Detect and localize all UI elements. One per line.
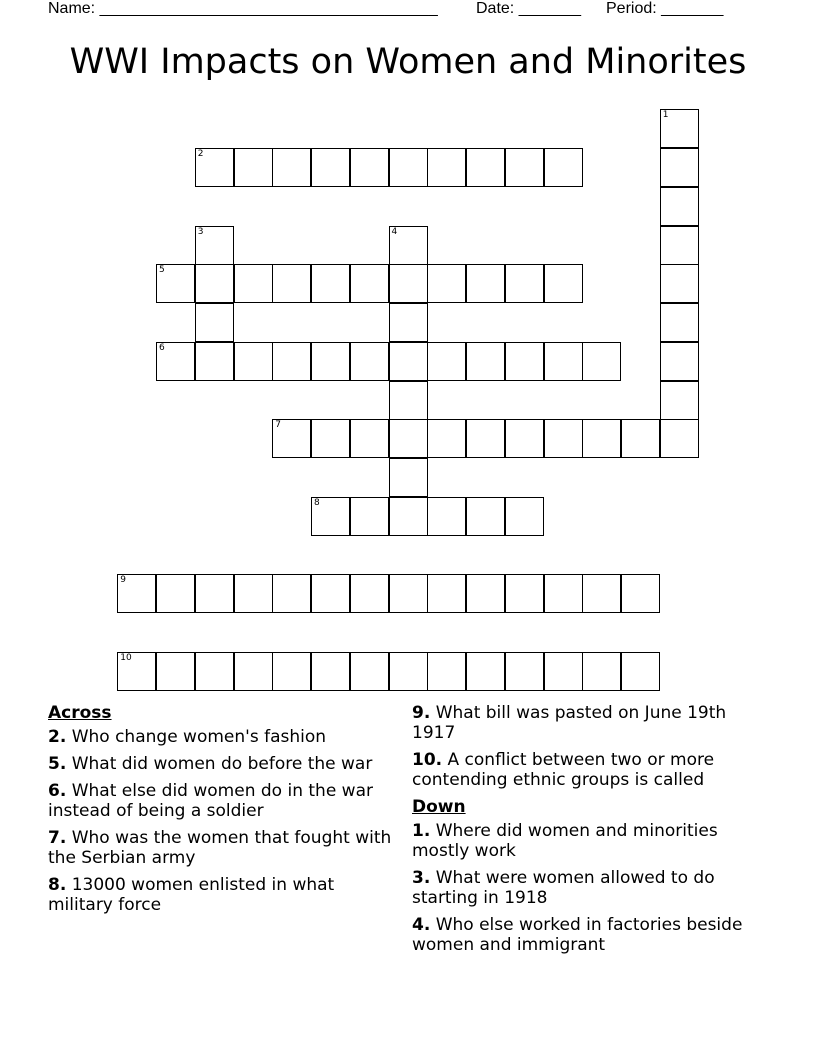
grid-cell[interactable] [505,419,544,458]
grid-cell[interactable] [272,574,311,613]
grid-cell[interactable] [660,381,699,420]
grid-cell[interactable] [272,148,311,187]
grid-cell[interactable] [389,148,428,187]
across-heading: Across [48,703,112,723]
clue-item [48,781,393,821]
clue-item-text: What else did women do in the war instead of being a soldier [48,781,373,821]
grid-cell[interactable] [389,381,428,420]
clues-left-column [48,703,393,922]
grid-cell[interactable] [660,303,699,342]
grid-cell[interactable] [350,264,389,303]
grid-cell[interactable] [660,226,699,265]
grid-cell[interactable] [311,342,350,381]
clue-number: 5 [159,265,165,276]
clue-item-number: 6. [48,781,67,801]
grid-cell[interactable] [311,652,350,691]
grid-cell[interactable] [582,342,621,381]
clue-number: 1 [662,110,669,121]
grid-cell[interactable] [389,652,428,691]
grid-cell[interactable] [544,148,583,187]
clue-item [48,754,393,774]
clue-number: 9 [120,575,126,586]
clue-number: 3 [197,226,204,237]
clue-item [48,727,393,747]
grid-cell[interactable] [350,419,389,458]
clue-number: 7 [275,420,281,431]
grid-cell[interactable] [621,652,660,691]
grid-cell[interactable] [505,264,544,303]
clue-item-number: 5. [48,754,67,774]
clue-number: 4 [391,226,398,237]
grid-cell[interactable] [427,419,466,458]
grid-cell[interactable] [156,574,195,613]
grid-cell[interactable] [582,574,621,613]
clue-item-number: 2. [48,727,67,747]
grid-cell[interactable] [156,264,195,303]
grid-cell[interactable] [156,342,195,381]
grid-cell[interactable] [466,264,505,303]
grid-cell[interactable] [195,303,234,342]
grid-cell[interactable] [350,497,389,536]
clue-item-number: 9. [412,703,431,723]
clue-number: 6 [159,342,165,353]
clue-item-text: Who else worked in factories beside women and immigrant [412,915,743,955]
grid-cell[interactable] [389,458,428,497]
grid-cell[interactable] [195,148,234,187]
grid-cell[interactable] [660,109,699,148]
down-heading: Down [412,797,466,817]
name-field[interactable]: Name: ______________________________________ [48,0,438,17]
grid-cell[interactable] [389,264,428,303]
grid-cell[interactable] [350,148,389,187]
grid-cell[interactable] [234,342,273,381]
grid-cell[interactable] [272,342,311,381]
grid-cell[interactable] [660,342,699,381]
grid-cell[interactable] [311,419,350,458]
grid-cell[interactable] [272,419,311,458]
grid-cell[interactable] [505,652,544,691]
clue-item-text: Who change women's fashion [66,727,327,747]
clues-right-column [412,703,757,962]
period-field[interactable]: Period: _______ [606,0,724,17]
grid-cell[interactable] [466,497,505,536]
across-clue-list [48,727,393,915]
clue-item [48,875,393,915]
grid-cell[interactable] [544,419,583,458]
grid-cell[interactable] [544,342,583,381]
clue-item-text: What did women do before the war [66,754,373,774]
clue-item-number: 8. [48,875,67,895]
grid-cell[interactable] [350,574,389,613]
clue-item-number: 4. [412,915,431,935]
grid-cell[interactable] [466,419,505,458]
grid-cell[interactable] [505,342,544,381]
grid-cell[interactable] [427,652,466,691]
grid-cell[interactable] [195,574,234,613]
grid-cell[interactable] [389,342,428,381]
grid-cell[interactable] [311,148,350,187]
down-clue-list [412,821,757,955]
clue-item [412,750,757,790]
grid-cell[interactable] [466,652,505,691]
grid-cell[interactable] [389,303,428,342]
grid-cell[interactable] [544,264,583,303]
clue-item [412,868,757,908]
clue-number: 8 [314,497,320,508]
grid-cell[interactable] [234,148,273,187]
grid-cell[interactable] [234,264,273,303]
clue-item-text: Where did women and minorities mostly work [412,821,718,861]
grid-cell[interactable] [156,652,195,691]
grid-cell[interactable] [660,187,699,226]
clue-item-text: What bill was pasted on June 19th 1917 [412,703,727,743]
clue-item [48,828,393,868]
grid-cell[interactable] [350,652,389,691]
grid-cell[interactable] [427,148,466,187]
grid-cell[interactable] [621,419,660,458]
grid-cell[interactable] [505,148,544,187]
grid-cell[interactable] [117,652,156,691]
clue-item-number: 3. [412,868,431,888]
grid-cell[interactable] [389,226,428,265]
clue-item [412,821,757,861]
clue-number: 10 [120,652,132,663]
clue-number: 2 [197,149,204,159]
clue-item-number: 1. [412,821,431,841]
grid-cell[interactable] [582,652,621,691]
grid-cell[interactable] [389,574,428,613]
grid-cell[interactable] [311,497,350,536]
grid-cell[interactable] [466,574,505,613]
grid-cell[interactable] [660,148,699,187]
clue-item-number: 7. [48,828,67,848]
across-clue-list-continued [412,703,757,790]
grid-cell[interactable] [466,148,505,187]
grid-cell[interactable] [311,574,350,613]
clue-item-text: Who was the women that fought with the Serbian army [48,828,392,868]
grid-cell[interactable] [582,419,621,458]
grid-cell[interactable] [234,574,273,613]
grid-cell[interactable] [272,652,311,691]
clue-item-text: A conflict between two or more contending ethnic groups is called [412,750,715,790]
clue-item-text: 13000 women enlisted in what military force [48,875,335,915]
grid-cell[interactable] [272,264,311,303]
grid-cell[interactable] [505,574,544,613]
grid-cell[interactable] [350,342,389,381]
grid-cell[interactable] [195,652,234,691]
grid-cell[interactable] [234,652,273,691]
grid-cell[interactable] [195,264,234,303]
grid-cell[interactable] [389,497,428,536]
grid-cell[interactable] [505,497,544,536]
grid-cell[interactable] [117,574,156,613]
grid-cell[interactable] [195,226,234,265]
date-field[interactable]: Date: _______ [476,0,581,17]
grid-cell[interactable] [427,497,466,536]
clue-item [412,703,757,743]
grid-cell[interactable] [660,264,699,303]
grid-cell[interactable] [427,264,466,303]
grid-cell[interactable] [660,419,699,458]
grid-cell[interactable] [389,419,428,458]
grid-cell[interactable] [311,264,350,303]
grid-cell[interactable] [621,574,660,613]
grid-cell[interactable] [544,574,583,613]
grid-cell[interactable] [427,574,466,613]
clue-item-number: 10. [412,750,443,770]
grid-cell[interactable] [466,342,505,381]
grid-cell[interactable] [544,652,583,691]
grid-cell[interactable] [427,342,466,381]
clue-item [412,915,757,955]
page-title: WWI Impacts on Women and Minorites [69,42,747,82]
clue-item-text: What were women allowed to do starting in 1918 [412,868,715,908]
grid-cell[interactable] [195,342,234,381]
